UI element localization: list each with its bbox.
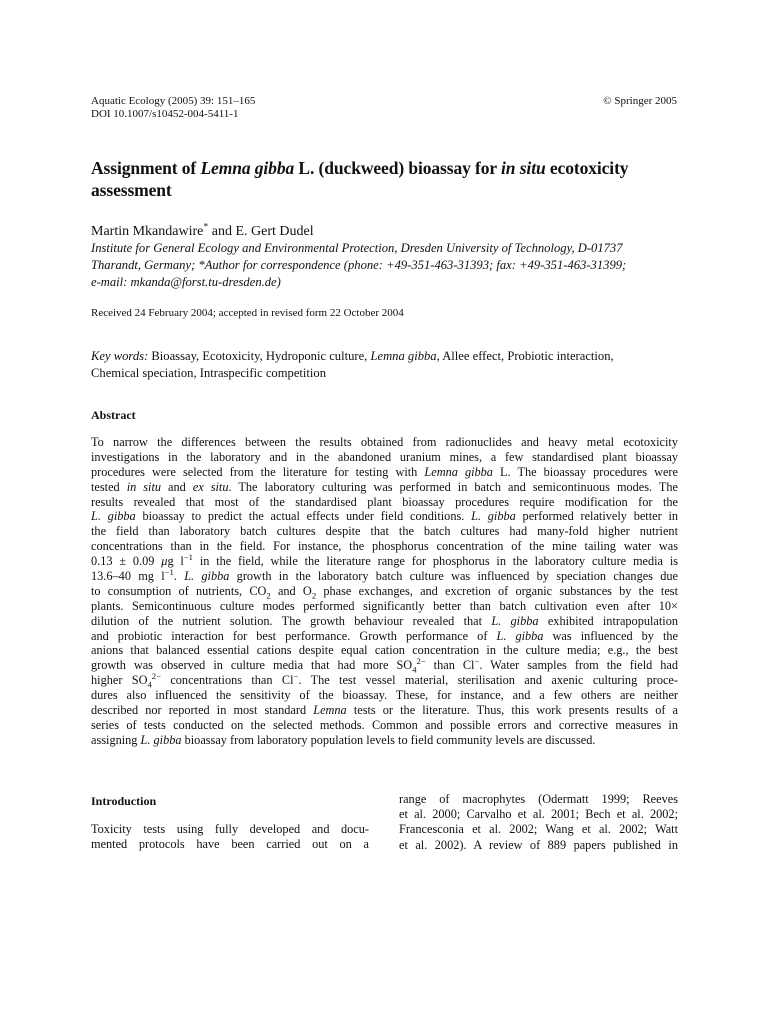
abstract-body: To narrow the differences between the results obtained from radionuclides and heavy metal ecotoxicity investigations in the laboratory and in the abandoned uranium mines, a few standardised plant bioassay procedures were selected from the literature for testing with Lemna gibba L. The bioassay procedures were tested in situ and ex situ. The laboratory culturing was performed in batch and semicontinuous modes. The results revealed that most of the standardised plant bioassay procedures require modification for the L. gibba bioassay to predict the actual effects under field conditions. L. gibba performed relatively better in the field than laboratory batch cultures despite that the batch cultures had many-fold higher nutrient concentrations than in the field. For instance, the phosphorus concentration of the mine tailing water was 0.13 ± 0.09 μg $l^{-1}$ in the field, while the literature range for phosphorus in the laboratory culture media is 13.6–40 mg $l^{-1}$. L. gibba growth in the laboratory batch culture was influenced by speciation changes due to consumption of nutrients, $CO_2$ and $O_2$ phase exchanges, and excretion of organic substances by the test plants. Semicontinuous culture modes performed significantly better than batch cultivation even after 10× dilution of the nutrient solution. The growth behaviour revealed that L. gibba exhibited intrapopulation and probiotic interaction for best performance. Growth performance of L. gibba was influenced by the anions that balanced essential cations despite equal cation concentration in the culture media; e.g., the best growth was observed in culture media that had more $SO_4^{2-}$ than Cl−. Water samples from the field had higher $SO_4^{2-}$ concentrations than Cl−. The test vessel material, sterilisation and axenic culturing proce- dures also influenced the sensitivity of the bioassay. These, for instance, and a few others are neither described nor reported in most standard Lemna tests or the literature. Thus, this work presents results of a series of tests conducted on the selected methods. Common and possible errors and corrective measures in assigning L. gibba bioassay from laboratory population levels to field community levels are discussed. <box>91 435 679 747</box>
introduction-right-column: range of macrophytes (Odermatt 1999; Reeves et al. 2000; Carvalho et al. 2001; Bech et al. 2002; Francesconia et al. 2002; Wang et al. 2002; Watt et al. 2002). A review of 889 papers published in <box>399 792 678 852</box>
affiliation: Institute for General Ecology and Environmental Protection, Dresden University of Technology, D-01737 Tharandt, Germany; *Author for correspondence (phone: +49-351-463-31393; fax: +49-351-463-31399; e-mail: mkanda@forst.tu-dresden.de) <box>91 241 627 289</box>
journal-citation: Aquatic Ecology (2005) 39: 151–165 <box>91 95 256 107</box>
copyright: © Springer 2005 <box>603 95 677 107</box>
abstract-heading: Abstract <box>91 408 136 422</box>
keywords: Key words: Bioassay, Ecotoxicity, Hydroponic culture, Lemna gibba, Allee effect, Probiotic interaction, Chemical speciation, Intraspecific competition <box>91 349 614 380</box>
introduction-heading: Introduction <box>91 794 157 808</box>
author-1: Martin Mkandawire <box>91 224 204 239</box>
authors: Martin Mkandawire* and E. Gert Dudel <box>91 221 314 239</box>
author-2: E. Gert Dudel <box>235 224 314 239</box>
doi: DOI 10.1007/s10452-004-5411-1 <box>91 108 239 120</box>
introduction-left-column: Toxicity tests using fully developed and docu- mented protocols have been carried out on a <box>91 822 369 852</box>
received-dates: Received 24 February 2004; accepted in revised form 22 October 2004 <box>91 307 404 319</box>
paper-title: Assignment of Lemna gibba L. (duckweed) bioassay for in situ ecotoxicity assessment <box>91 158 629 200</box>
